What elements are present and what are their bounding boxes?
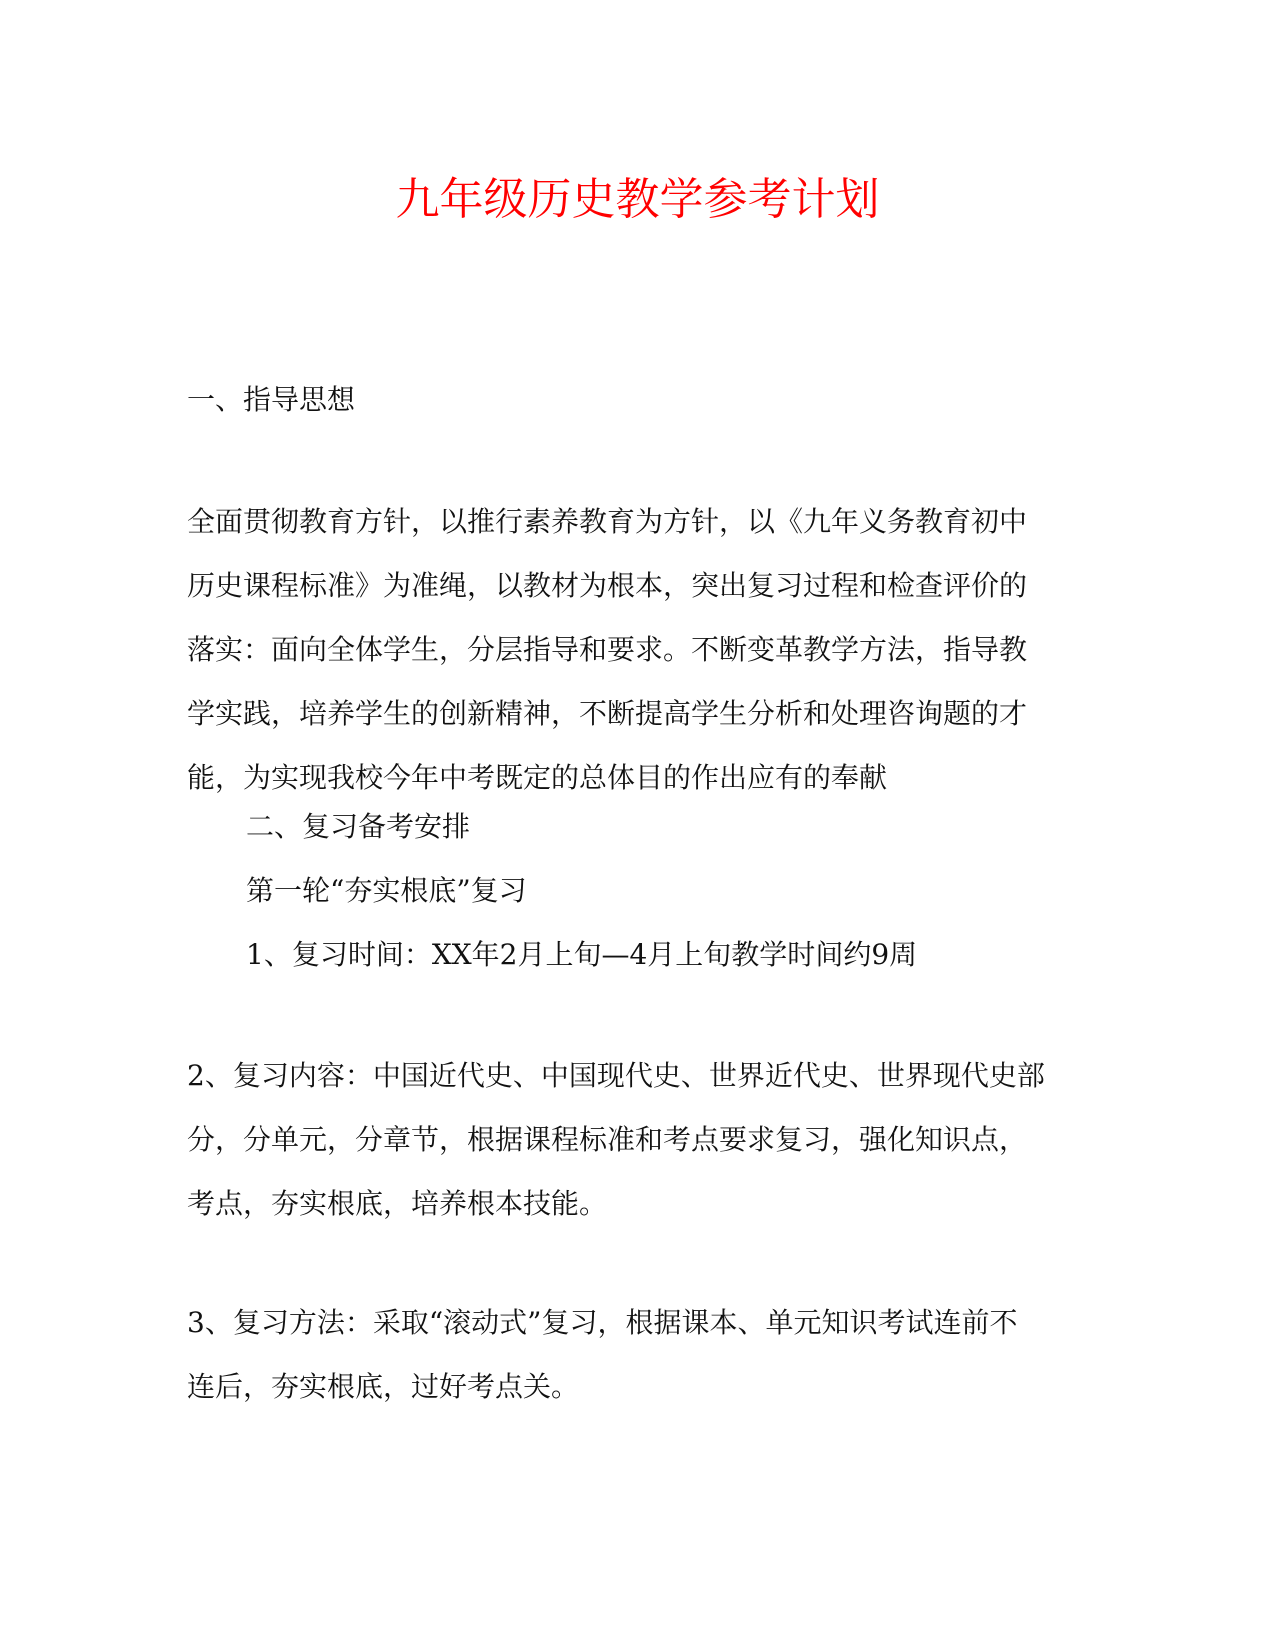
item-review-method xyxy=(187,1291,1087,1419)
paragraph-line: 分，分单元，分章节，根据课程标准和考点要求复习，强化知识点， xyxy=(187,1123,1028,1156)
item-review-time: 1、复习时间：XX年2月上旬—4月上旬教学时间约9周 xyxy=(246,938,918,971)
page-title: 九年级历史教学参考计划 xyxy=(395,174,880,225)
paragraph-line: 3、复习方法：采取“滚动式”复习，根据课本、单元知识考试连前不 xyxy=(187,1306,1018,1339)
section-heading-guiding-ideology xyxy=(187,368,1087,432)
paragraph-line: 落实：面向全体学生，分层指导和要求。不断变革教学方法，指导教 xyxy=(187,633,1028,666)
section-heading: 一、指导思想 xyxy=(187,383,356,416)
paragraph-line: 能，为实现我校今年中考既定的总体目的作出应有的奉献 xyxy=(187,761,888,794)
paragraph-line: 学实践，培养学生的创新精神，不断提高学生分析和处理咨询题的才 xyxy=(187,697,1028,730)
review-plan-block xyxy=(246,795,1146,987)
guiding-ideology-paragraph xyxy=(187,490,1087,810)
paragraph-line: 2、复习内容：中国近代史、中国现代史、世界近代史、世界现代史部 xyxy=(187,1059,1045,1092)
paragraph-line: 连后，夯实根底，过好考点关。 xyxy=(187,1370,580,1403)
paragraph-line: 历史课程标准》为准绳，以教材为根本，突出复习过程和检查评价的 xyxy=(187,569,1028,602)
round1-heading: 第一轮“夯实根底”复习 xyxy=(246,874,527,907)
item-review-content xyxy=(187,1044,1087,1236)
paragraph-line: 考点，夯实根底，培养根本技能。 xyxy=(187,1187,608,1220)
section-heading-review-plan: 二、复习备考安排 xyxy=(246,810,471,843)
paragraph-line: 全面贯彻教育方针，以推行素养教育为方针，以《九年义务教育初中 xyxy=(187,505,1028,538)
